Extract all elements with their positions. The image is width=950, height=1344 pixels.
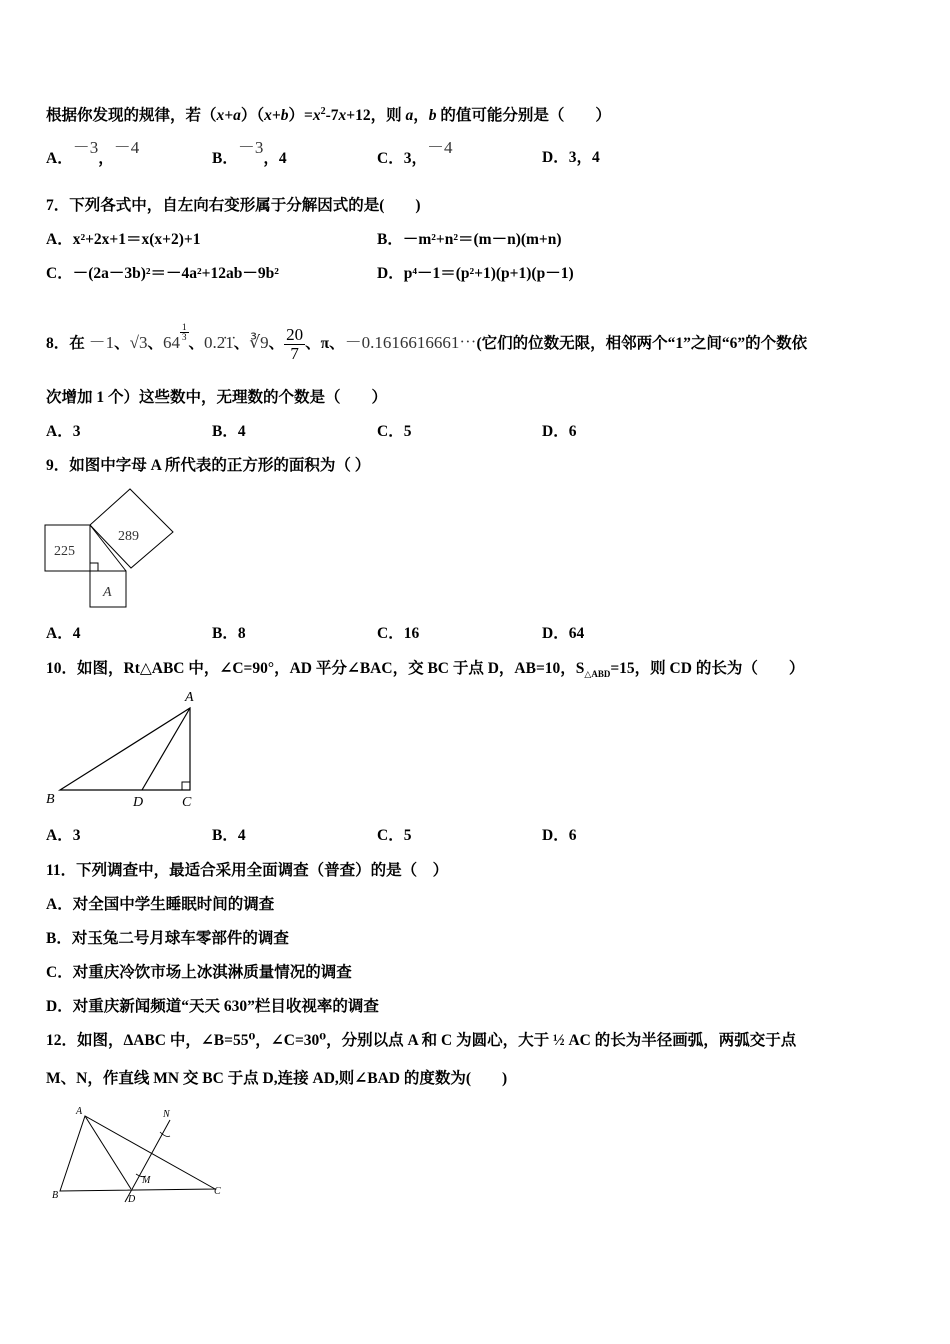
q6-stem: 根据你发现的规律，若$(x+a)(x+b)=x^2-7x+12$，则 a，b 的值可能分别是（ ）: [46, 106, 611, 125]
q11-option-a[interactable]: A．对全国中学生睡眠时间的调查: [46, 896, 275, 913]
q9-right-angle: [90, 563, 98, 571]
q12-label-n: N: [163, 1109, 170, 1120]
q9-figure: [44, 488, 184, 610]
q12-label-m: M: [142, 1175, 151, 1186]
q8-item-64: 64: [163, 333, 181, 353]
q8-item-exponent: $\frac{1}{3}$: [182, 322, 187, 342]
q9-option-c[interactable]: C．16: [377, 625, 420, 642]
q10-label-b: B: [46, 792, 55, 807]
q7-stem: 7．下列各式中，自左向右变形属于分解因式的是( ): [46, 197, 421, 214]
q12-stem-line2: M、N，作直线 MN 交 BC 于点 D,连接 AD,则∠BAD 的度数为( ): [46, 1070, 508, 1087]
q8-option-b[interactable]: B．4: [212, 423, 246, 440]
q10-option-b[interactable]: B．4: [212, 827, 246, 844]
q10-option-a[interactable]: A．3: [46, 827, 81, 844]
q10-right-angle: [182, 782, 190, 790]
q12-label-d: D: [128, 1194, 136, 1205]
q8-item-pi: π: [320, 335, 330, 353]
q8-item-cuberoot9: ∛9: [249, 333, 269, 353]
q10-option-d[interactable]: D．6: [542, 827, 577, 844]
q8-item-sqrt3: √3: [129, 333, 148, 353]
q7-option-a[interactable]: A．x²+2x+1＝x(x+2)+1: [46, 231, 201, 248]
q8-option-d[interactable]: D．6: [542, 423, 577, 440]
q10-triangle: [60, 708, 190, 790]
q8-item-20-over-7: $\frac{20}{7}$: [286, 325, 304, 363]
q7-option-b[interactable]: B．－m²+n²＝(m－n)(m+n): [377, 231, 562, 248]
q11-option-c[interactable]: C．对重庆冷饮市场上冰淇淋质量情况的调查: [46, 964, 352, 981]
q9-option-b[interactable]: B．8: [212, 625, 246, 642]
q12-figure: [48, 1106, 228, 1206]
q8-option-a[interactable]: A．3: [46, 423, 81, 440]
q9-stem: 9．如图中字母 A 所代表的正方形的面积为（ ）: [46, 457, 371, 474]
q10-label-a: A: [185, 690, 194, 705]
q11-option-d[interactable]: D．对重庆新闻频道“天天 630”栏目收视率的调查: [46, 998, 379, 1015]
q10-figure: [44, 688, 204, 812]
q10-option-c[interactable]: C．5: [377, 827, 412, 844]
q9-label-a: A: [103, 585, 112, 600]
q8-item-repeating: 0.2̇1̇: [204, 333, 234, 353]
q12-label-c: C: [214, 1186, 221, 1197]
q9-label-289: 289: [118, 529, 139, 544]
q10-label-d: D: [133, 795, 144, 810]
q11-option-b[interactable]: B．对玉兔二号月球车零部件的调查: [46, 930, 289, 947]
q10-bisector-ad: [142, 708, 190, 790]
q10-stem: 10．如图，Rt△ABC 中，∠C=90°，AD 平分∠BAC，交 BC 于点 D，AB=10，$S_{\triangle ABD}=15$，则 CD 的长为（ ）: [46, 660, 805, 680]
q12-segment-ad: [85, 1116, 131, 1189]
q8-option-c[interactable]: C．5: [377, 423, 412, 440]
q11-stem: 11．下列调查中，最适合采用全面调查（普查）的是（ ）: [46, 862, 449, 879]
q6-option-b[interactable]: B．－3，4: [212, 138, 287, 167]
q12-label-b: B: [52, 1190, 59, 1201]
q6-option-a[interactable]: A．－3，－4: [46, 138, 140, 167]
q9-option-d[interactable]: D．64: [542, 625, 585, 642]
q7-option-c[interactable]: C．－(2a－3b)²＝－4a²+12ab－9b²: [46, 265, 279, 282]
q12-label-a: A: [76, 1106, 83, 1117]
q7-option-d[interactable]: D．p⁴－1＝(p²+1)(p+1)(p－1): [377, 265, 574, 282]
q12-stem-line1: 12．如图，ΔABC 中，∠B=55⁰，∠C=30⁰，分别以点 A 和 C 为圆心，大于 ½ AC 的长为半径画弧，两弧交于点: [46, 1032, 797, 1049]
q6-option-c[interactable]: C．3，－4: [377, 138, 453, 167]
q8-item-neg1: －1: [88, 333, 115, 353]
q9-label-225: 225: [54, 544, 75, 559]
q6-option-d[interactable]: D．3，4: [542, 149, 600, 166]
q10-label-c: C: [182, 795, 192, 810]
q8-item-decimal: －0.1616616661⋯: [344, 333, 477, 353]
q9-option-a[interactable]: A．4: [46, 625, 81, 642]
q8-line2: 次增加 1 个）这些数中，无理数的个数是（ ）: [46, 389, 388, 406]
q8-stem: 8．在 －1、√3、64 $\frac{1}{3}$ 、0.2̇1̇、∛9、 $\frac{20}{7}$ 、π、－0.1616616661⋯(它们的位数无限，相邻两个“1”之间“6”的个数依: [46, 322, 808, 363]
